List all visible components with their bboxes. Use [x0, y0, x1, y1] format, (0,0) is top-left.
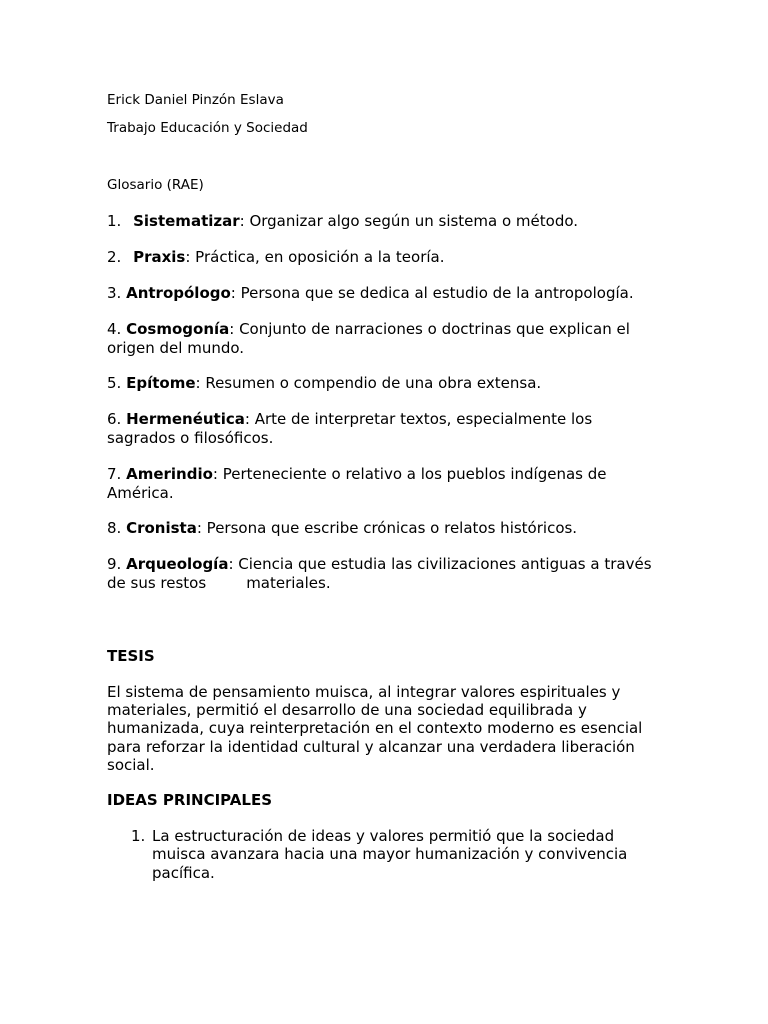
- list-number: 1.: [131, 827, 146, 845]
- glossary-term: Epítome: [126, 374, 196, 392]
- tesis-text: El sistema de pensamiento muisca, al integrar valores espirituales y materiales, permitió el desarrollo de una sociedad equilibrada y humanizada, cuya reinterpretación en el contexto moderno es esencial para reforzar la identidad cultural y alcanzar una verdadera liberación social.: [107, 683, 643, 774]
- glossary-number: 7.: [107, 465, 122, 483]
- glossary-number: 2.: [107, 248, 122, 266]
- tesis-title: TESIS: [107, 647, 155, 665]
- glossary-definition: : Práctica, en oposición a la teoría.: [185, 248, 445, 266]
- glossary-definition: : Organizar algo según un sistema o método.: [239, 212, 579, 230]
- glossary-definition-tail: materiales.: [246, 573, 331, 592]
- glossary-term: Cronista: [126, 519, 197, 537]
- glossary-number: 9.: [107, 555, 122, 573]
- glossary-item: [107, 410, 663, 447]
- glossary-number: 3.: [107, 284, 122, 302]
- glossary-definition: : Resumen o compendio de una obra extensa.: [195, 374, 542, 392]
- glossary-term: Antropólogo: [126, 284, 231, 302]
- glossary-number: 4.: [107, 320, 122, 338]
- glossary-term: Hermenéutica: [126, 410, 245, 428]
- glossary-item: [107, 465, 663, 502]
- glossary-term: Arqueología: [126, 555, 229, 573]
- glossary-item: [107, 320, 663, 357]
- glossary-term: Amerindio: [126, 465, 213, 483]
- glossary-item: [107, 248, 663, 267]
- author-name: Erick Daniel Pinzón Eslava: [107, 92, 284, 108]
- glossary-number: 8.: [107, 519, 122, 537]
- assignment-title: Trabajo Educación y Sociedad: [107, 120, 308, 136]
- glossary-definition: : Perteneciente o relativo a los pueblos indígenas de América.: [107, 465, 607, 502]
- glossary-definition: : Conjunto de narraciones o doctrinas que explican el origen del mundo.: [107, 320, 630, 357]
- glossary-number: 1.: [107, 212, 122, 230]
- glossary-definition: : Ciencia que estudia las civilizaciones antiguas a través de sus restos: [107, 555, 652, 592]
- glossary-number: 6.: [107, 410, 122, 428]
- glossary-item: [107, 284, 663, 303]
- list-item-text: La estructuración de ideas y valores permitió que la sociedad muisca avanzara hacia una mayor humanización y convivencia pacífica.: [152, 827, 628, 882]
- glossary-definition: : Persona que se dedica al estudio de la antropología.: [230, 284, 634, 302]
- glossary-term: Praxis: [133, 248, 186, 266]
- glossary-heading: Glosario (RAE): [107, 177, 204, 193]
- glossary-item: [107, 374, 663, 393]
- list-item: [131, 827, 651, 882]
- glossary-definition: : Arte de interpretar textos, especialmente los sagrados o filosóficos.: [107, 410, 593, 447]
- ideas-title: IDEAS PRINCIPALES: [107, 791, 273, 809]
- glossary-definition: : Persona que escribe crónicas o relatos históricos.: [196, 519, 578, 537]
- glossary-item: [107, 519, 663, 538]
- glossary-number: 5.: [107, 374, 122, 392]
- glossary-term: Sistematizar: [133, 212, 240, 230]
- glossary-item: [107, 212, 663, 231]
- glossary-item: [107, 555, 663, 592]
- glossary-term: Cosmogonía: [126, 320, 230, 338]
